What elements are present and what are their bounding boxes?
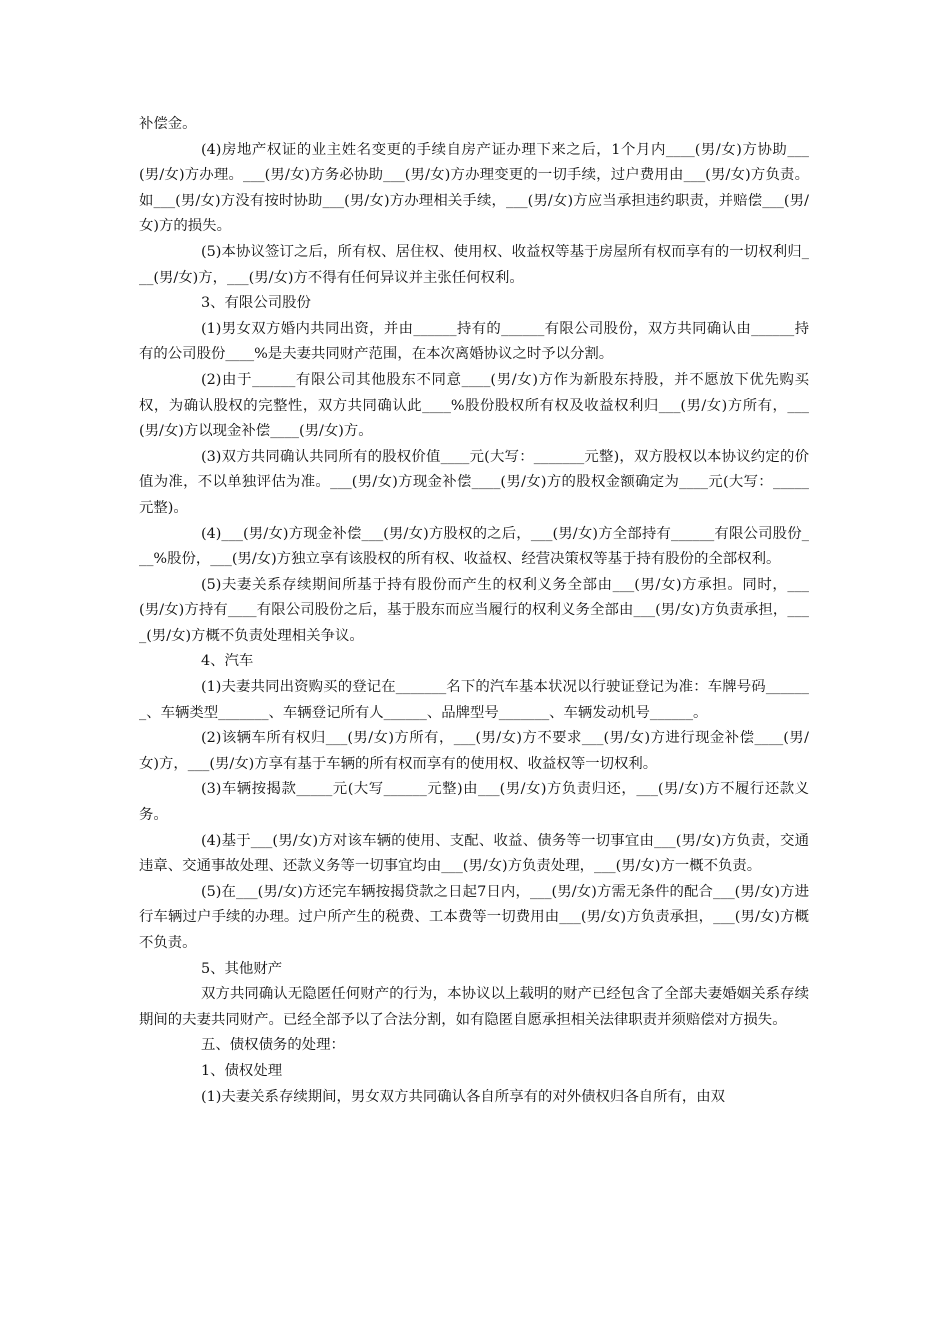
heading-company-shares: 3、有限公司股份 <box>201 295 311 312</box>
paragraph-car-3: (3)车辆按揭款_____元(大写______元整)由___(男/女)方负责归还，___(男/女)方不履行还款义务。 <box>139 781 809 824</box>
heading-debts: 五、债权债务的处理： <box>201 1037 345 1054</box>
paragraph-property-transfer-4: (4)房地产权证的业主姓名变更的手续自房产证办理下来之后，1个月内____(男/女)方协助___(男/女)方办理。___(男/女)方务必协助___(男/女)方办理变更的一切手续，过户费用由___(男/女)方负责。如___(男/女)方没有按时协助___(男/女)方办理相关手续，___(男/女)方应当承担违约职责，并赔偿___(男/女)方的损失。 <box>139 141 809 235</box>
paragraph-shares-4: (4)___(男/女)方现金补偿___(男/女)方股权的之后，___(男/女)方全部持有______有限公司股份___%股份，___(男/女)方独立享有该股权的所有权、收益权、经营决策权等基于持有股份的全部权利。 <box>139 525 809 568</box>
paragraph-car-2: (2)该辆车所有权归___(男/女)方所有，___(男/女)方不要求___(男/女)方进行现金补偿____(男/女)方，___(男/女)方享有基于车辆的所有权而享有的使用权、收益权等一切权利。 <box>139 730 809 772</box>
paragraph-credits-1: (1)夫妻关系存续期间，男女双方共同确认各自所享有的对外债权归各自所有，由双 <box>201 1088 726 1105</box>
paragraph-car-1: (1)夫妻共同出资购买的登记在_______名下的汽车基本状况以行驶证登记为准：车牌号码_______、车辆类型_______、车辆登记所有人______、品牌型号_______、车辆发动机号______。 <box>139 679 809 721</box>
paragraph-compensation-end: 补偿金。 <box>139 116 197 132</box>
paragraph-shares-3: (3)双方共同确认共同所有的股权价值____元(大写：_______元整)，双方股权以本协议约定的价值为准，不以单独评估为准。___(男/女)方现金补偿____(男/女)方的股权金额确定为____元(大写：_____元整)。 <box>139 448 809 516</box>
heading-other-property: 5、其他财产 <box>201 960 283 977</box>
paragraph-shares-1: (1)男女双方婚内共同出资，并由______持有的______有限公司股份，双方共同确认由______持有的公司股份____%是夫妻共同财产范围，在本次离婚协议之时予以分割。 <box>139 320 809 363</box>
paragraph-property-rights-5: (5)本协议签订之后，所有权、居住权、使用权、收益权等基于房屋所有权而享有的一切权利归___(男/女)方，___(男/女)方不得有任何异议并主张任何权利。 <box>139 243 809 286</box>
paragraph-other-property: 双方共同确认无隐匿任何财产的行为，本协议以上载明的财产已经包含了全部夫妻婚姻关系存续期间的夫妻共同财产。已经全部予以了合法分割，如有隐匿自愿承担相关法律职责并须赔偿对方损失。 <box>139 986 809 1028</box>
heading-credits: 1、债权处理 <box>201 1062 283 1079</box>
paragraph-shares-5: (5)夫妻关系存续期间所基于持有股份而产生的权利义务全部由___(男/女)方承担。同时，___(男/女)方持有____有限公司股份之后，基于股东而应当履行的权利义务全部由___(男/女)方负责承担，____(男/女)方概不负责处理相关争议。 <box>139 576 809 644</box>
paragraph-car-5: (5)在___(男/女)方还完车辆按揭贷款之日起7日内，___(男/女)方需无条件的配合___(男/女)方进行车辆过户手续的办理。过户所产生的税费、工本费等一切费用由___(男/女)方负责承担，___(男/女)方概不负责。 <box>139 883 809 951</box>
paragraph-car-4: (4)基于___(男/女)方对该车辆的使用、支配、收益、债务等一切事宜由___(男/女)方负责，交通违章、交通事故处理、还款义务等一切事宜均由___(男/女)方负责处理，___(男/女)方一概不负责。 <box>139 832 809 875</box>
document-body <box>139 112 809 1110</box>
paragraph-shares-2: (2)由于______有限公司其他股东不同意____(男/女)方作为新股东持股，并不愿放下优先购买权，为确认股权的完整性，双方共同确认此____%股份股权所有权及收益权利归___(男/女)方所有，___(男/女)方以现金补偿____(男/女)方。 <box>139 371 809 440</box>
heading-car: 4、汽车 <box>201 653 254 670</box>
